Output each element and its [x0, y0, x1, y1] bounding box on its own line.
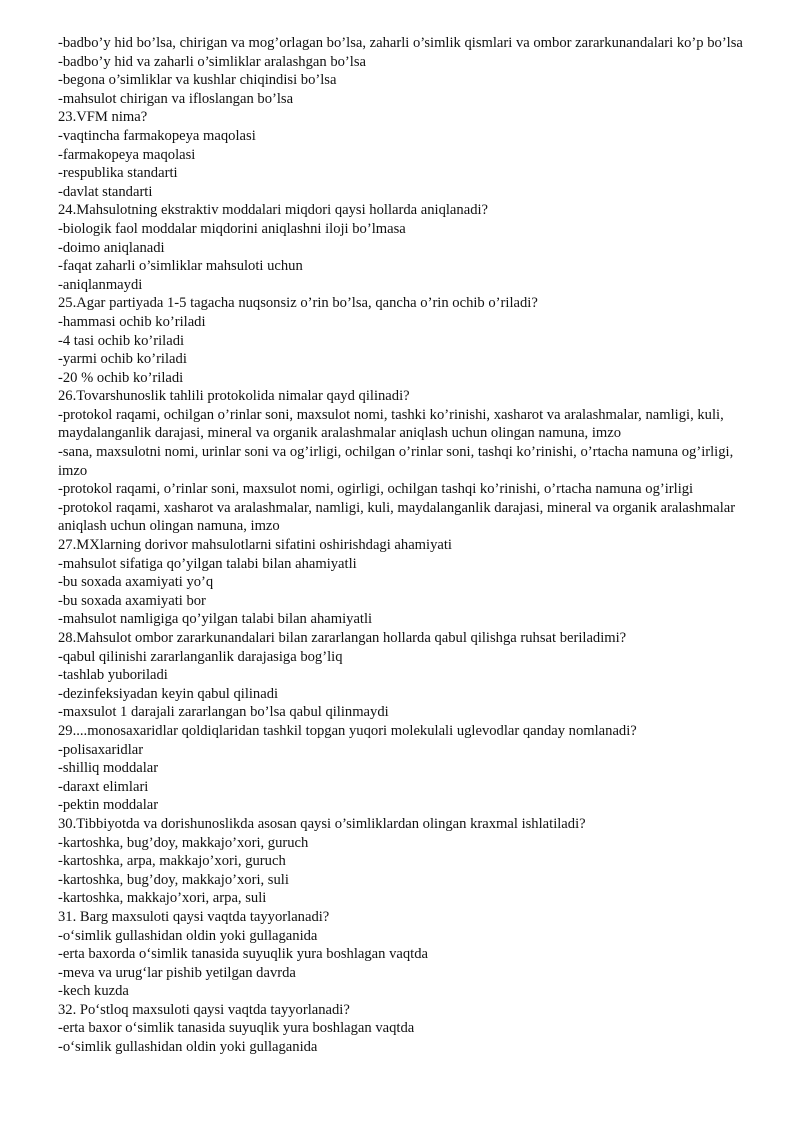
question-heading: 26.Tovarshunoslik tahlili protokolida nimalar qayd qilinadi?	[58, 388, 410, 405]
text-line: -meva va urug‘lar pishib yetilgan davrda	[58, 964, 296, 981]
question-heading: 28.Mahsulot ombor zararkunandalari bilan zararlangan hollarda qabul qilishga ruhsat beriladimi?	[58, 630, 627, 646]
text-line: -protokol raqami, ochilgan o’rinlar soni, maxsulot nomi, tashki ko’rinishi, xasharot va aralashmalar, namligi, kuli, maydalanganlik darajasi, mineral va organik aralashmalar aniqlash uchun olingan namuna, imzo	[58, 406, 724, 442]
text-line: -kartoshka, bug’doy, makkajo’xori, suli	[58, 871, 289, 888]
text-line: -4 tasi ochib ko’riladi	[58, 332, 185, 349]
text-line: -vaqtincha farmakopeya maqolasi	[58, 127, 256, 144]
text-line: -respublika standarti	[58, 165, 178, 182]
text-line: -badbo’y hid va zaharli o’simliklar aralashgan bo’lsa	[58, 53, 366, 70]
text-line: -polisaxaridlar	[58, 741, 144, 758]
text-line: -o‘simlik gullashidan oldin yoki gullaganida	[58, 1039, 318, 1056]
text-line: -protokol raqami, o’rinlar soni, maxsulot nomi, ogirligi, ochilgan tashqi ko’rinishi, o’rtacha namuna og’irligi	[58, 481, 694, 498]
text-line: -shilliq moddalar	[58, 760, 159, 777]
text-line: -erta baxor o‘simlik tanasida suyuqlik yura boshlagan vaqtda	[58, 1020, 415, 1037]
question-heading: 23.VFM nima?	[58, 109, 148, 126]
text-line: -biologik faol moddalar miqdorini aniqlashni iloji bo’lmasa	[58, 220, 406, 237]
text-line: -farmakopeya maqolasi	[58, 146, 196, 163]
question-heading: 24.Mahsulotning ekstraktiv moddalari miqdori qaysi hollarda aniqlanadi?	[58, 202, 489, 219]
text-line: -erta baxorda o‘simlik tanasida suyuqlik yura boshlagan vaqtda	[58, 946, 429, 963]
text-line: -yarmi ochib ko’riladi	[58, 351, 187, 368]
question-heading: 32. Po‘stloq maxsuloti qaysi vaqtda tayyorlanadi?	[58, 1001, 350, 1018]
text-line: -sana, maxsulotni nomi, urinlar soni va og’irligi, ochilgan o’rinlar soni, tashqi ko’rinishi, o’rtacha namuna og’irligi, imzo	[58, 444, 734, 479]
question-heading: 29....monosaxaridlar qoldiqlaridan tashkil topgan yuqori molekulali uglevodlar qanday nomlanadi?	[58, 722, 637, 739]
text-line: -kartoshka, bug’doy, makkajo’xori, guruch	[58, 834, 309, 851]
text-line: -mahsulot sifatiga qo’yilgan talabi bilan ahamiyatli	[58, 555, 357, 572]
text-line: -o‘simlik gullashidan oldin yoki gullaganida	[58, 927, 318, 944]
text-line: -kartoshka, makkajo’xori, arpa, suli	[58, 890, 267, 907]
text-line: -dezinfeksiyadan keyin qabul qilinadi	[58, 685, 279, 702]
text-line: -hammasi ochib ko’riladi	[58, 313, 206, 330]
text-line: -qabul qilinishi zararlanganlik darajasiga bog’liq	[58, 648, 343, 665]
text-line: -tashlab yuboriladi	[58, 667, 168, 684]
question-heading: 30.Tibbiyotda va dorishunoslikda asosan qaysi o’simliklardan olingan kraxmal ishlatiladi?	[58, 815, 586, 832]
text-line: -faqat zaharli o’simliklar mahsuloti uchun	[58, 258, 303, 275]
text-line: -20 % ochib ko’riladi	[58, 369, 184, 386]
text-line: -protokol raqami, xasharot va aralashmalar, namligi, kuli, maydalanganlik darajasi, mineral va organik aralashmalar aniqlash uchun olingan namuna, imzo	[58, 499, 736, 535]
text-line: -kech kuzda	[58, 983, 129, 1000]
question-heading: 25.Agar partiyada 1-5 tagacha nuqsonsiz o’rin bo’lsa, qancha o’rin ochib o’riladi?	[58, 295, 538, 312]
text-line: -doimo aniqlanadi	[58, 239, 165, 256]
text-line: -aniqlanmaydi	[58, 276, 143, 293]
text-line: -maxsulot 1 darajali zararlangan bo’lsa qabul qilinmaydi	[58, 704, 389, 721]
text-line: -begona o’simliklar va kushlar chiqindisi bo’lsa	[58, 72, 337, 89]
text-line: -mahsulot chirigan va ifloslangan bo’lsa	[58, 90, 294, 107]
text-line: -bu soxada axamiyati yo’q	[58, 574, 214, 591]
text-line: -pektin moddalar	[58, 797, 159, 814]
text-line: -mahsulot namligiga qo’yilgan talabi bilan ahamiyatli	[58, 611, 373, 628]
text-line: -kartoshka, arpa, makkajo’xori, guruch	[58, 853, 286, 870]
text-line: -bu soxada axamiyati bor	[58, 592, 206, 609]
text-line: -daraxt elimlari	[58, 778, 149, 795]
text-line: -badbo’y hid bo’lsa, chirigan va mog’orlagan bo’lsa, zaharli o’simlik qismlari va ombor zararkunandalari ko’p bo’lsa	[58, 35, 743, 51]
question-heading: 27.MXlarning dorivor mahsulotlarni sifatini oshirishdagi ahamiyati	[58, 537, 452, 554]
question-heading: 31. Barg maxsuloti qaysi vaqtda tayyorlanadi?	[58, 908, 330, 925]
text-line: -davlat standarti	[58, 183, 153, 200]
